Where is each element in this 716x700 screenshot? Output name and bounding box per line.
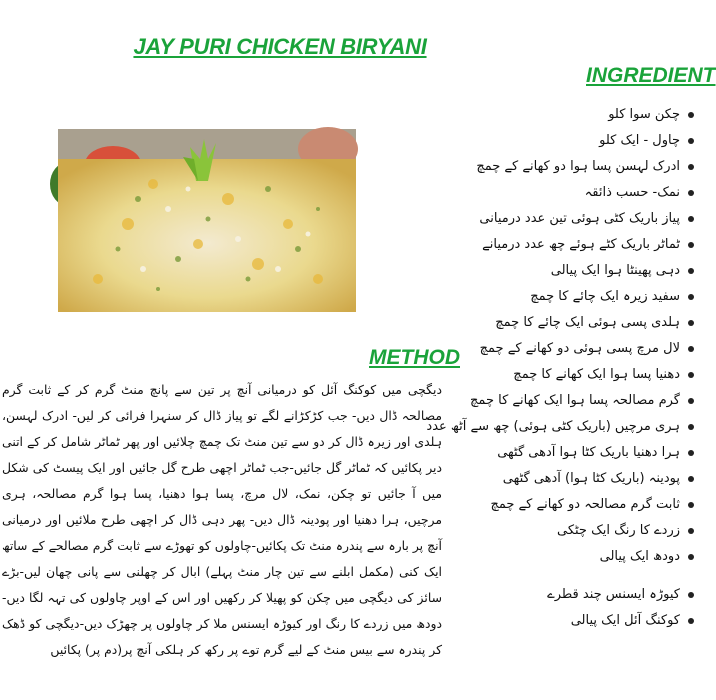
ingredient-item: کوکنگ آئل ایک پیالی (404, 608, 694, 634)
ingredient-item: دھنیا پسا ہوا ایک کھانے کا چمچ (404, 362, 694, 388)
biryani-photo-art (58, 129, 356, 312)
ingredient-item: دہی پھینٹا ہوا ایک پیالی (404, 258, 694, 284)
ingredient-item: ہرا دھنیا باریک کٹا ہوا آدھی گٹھی (404, 440, 694, 466)
ingredient-item: لال مرچ پسی ہوئی دو کھانے کے چمچ (404, 336, 694, 362)
method-heading: METHOD (369, 346, 460, 369)
ingredient-item: پیاز باریک کٹی ہوئی تین عدد درمیانی (404, 206, 694, 232)
recipe-title: JAY PURI CHICKEN BIRYANI (133, 34, 427, 59)
ingredient-item: پودینہ (باریک کٹا ہوا) آدھی گٹھی (404, 466, 694, 492)
ingredient-item: ادرک لہسن پسا ہوا دو کھانے کے چمچ (404, 154, 694, 180)
ingredient-item: کیوڑہ ایسنس چند قطرے (404, 582, 694, 608)
ingredient-item: گرم مصالحہ پسا ہوا ایک کھانے کا چمچ (404, 388, 694, 414)
ingredient-item: ہلدی پسی ہوئی ایک چائے کا چمچ (404, 310, 694, 336)
ingredient-item: چاول - ایک کلو (404, 128, 694, 154)
ingredient-item: ثابت گرم مصالحہ دو کھانے کے چمچ (404, 492, 694, 518)
ingredient-item: ٹماٹر باریک کٹے ہوئے چھ عدد درمیانے (404, 232, 694, 258)
ingredient-item: چکن سوا کلو (404, 102, 694, 128)
ingredient-item: سفید زیرہ ایک چائے کا چمچ (404, 284, 694, 310)
ingredient-item: نمک- حسب ذائقہ (404, 180, 694, 206)
method-text: دیگچی میں کوکنگ آئل کو درمیانی آنچ پر تین سے پانچ منٹ گرم کر کے ثابت گرم مصالحہ ڈال دیں- جب کڑکڑانے لگے تو پیاز ڈال کر سنہرا فرائی کر لیں- ادرک لہسن، ہلدی اور زیرہ ڈال کر دو سے تین منٹ تک چمچ چلائیں اور پھر ٹماٹر شامل کر کے اتنی دیر پکائیں کہ ٹماٹر گل جائیں-جب ٹماٹر اچھی طرح گل جائیں اور ایک پیسٹ کی شکل میں آ جائیں تو چکن، نمک، لال مرچ، پسا ہوا دھنیا، پسا ہوا گرم مصالحہ، ہری مرچیں، ہرا دھنیا اور پودینہ ڈال دیں- پھر دہی ڈال کر اچھی طرح ملائیں اور درمیانی آنچ پر بارہ سے پندرہ منٹ تک پکائیں-چاولوں کو تھوڑے سے ثابت گرم مصالحے کے ساتھ ایک کنی (مکمل ابلنے سے تین چار منٹ پہلے) ابال کر چھلنی سے پانی چھان لیں-بڑے سائز کی دیگچی میں چکن کو پھیلا کر رکھیں اور اس کے اوپر چاولوں کی تہہ لگا دیں- دودھ میں زردے کا رنگ اور کیوڑہ ایسنس ملا کر چاولوں پر چھڑک دیں-دیگچی کو ڈھک کر پندرہ سے بیس منٹ کے لیے گرم توے پر رکھ کر ہلکی آنچ پر(دم پر) پکائیں (2, 382, 442, 657)
ingredient-item: دودھ ایک پیالی (404, 544, 694, 570)
ingredient-item: ہری مرچیں (باریک کٹی ہوئی) چھ سے آٹھ عدد (404, 414, 694, 440)
ingredient-heading: INGREDIENT (586, 64, 716, 87)
ingredient-item: زردے کا رنگ ایک چٹکی (404, 518, 694, 544)
biryani-photo (58, 129, 356, 312)
